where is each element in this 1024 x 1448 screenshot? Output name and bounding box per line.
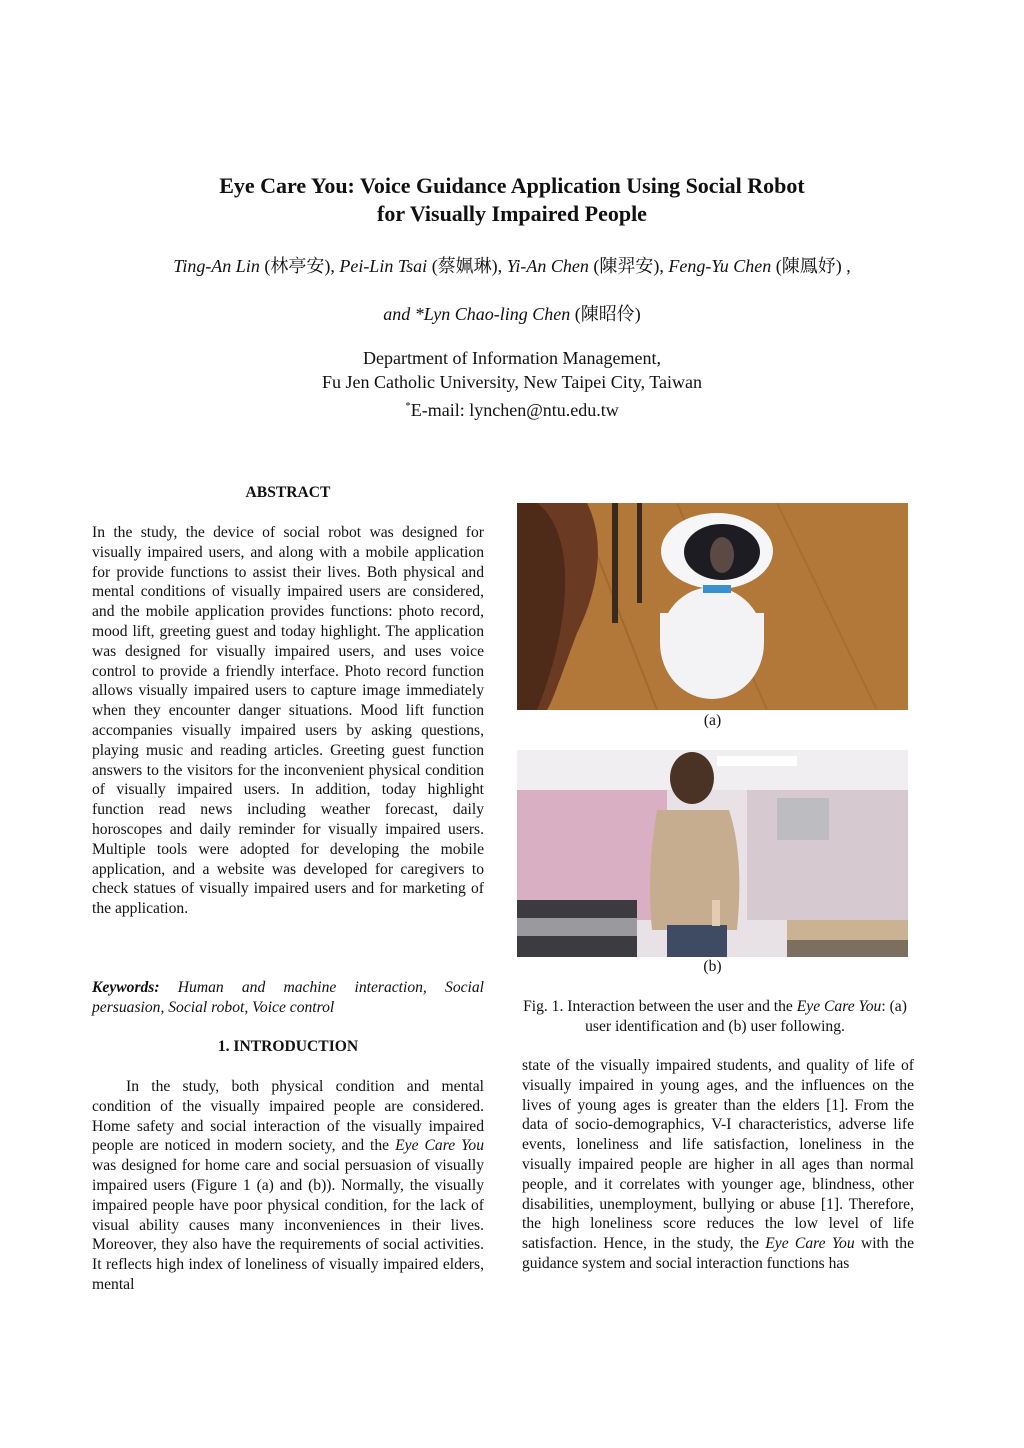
figure-sub-caption-a: (a) xyxy=(703,712,722,729)
affiliation xyxy=(0,346,1024,422)
author-4-cjk: (陳鳳妤) , xyxy=(775,256,851,276)
figure-caption-text-1: Fig. 1. Interaction between the user and the xyxy=(523,998,797,1015)
author-5-name: and *Lyn Chao-ling Chen xyxy=(383,304,571,324)
author-list-line-2 xyxy=(0,300,1024,326)
figure-caption xyxy=(522,997,908,1037)
right-column-body xyxy=(522,1056,914,1274)
author-list xyxy=(0,252,1024,278)
right-text-1: state of the visually impaired students, and quality of life of visually impaired in young ages, and the influences on the lives of young ages is greater than the elders [1]. From the data of socio-demographics, V-I characteristics, adverse life events, loneliness and life satisfaction, loneliness in the visually impaired people are higher in all ages than normal people, and it correlates with younger age, blindness, other disabilities, unemployment, bullying or abuse [1]. Therefore, the high loneliness score reduces the low level of life satisfaction. Hence, in the study, the xyxy=(522,1057,914,1253)
abstract-heading: ABSTRACT xyxy=(245,484,331,501)
email-line xyxy=(0,394,1024,422)
author-2-name: Pei-Lin Tsai xyxy=(339,256,428,276)
intro-text-1: In the study, both physical condition and mental condition of the visually impaired people are considered. Home safety and social interaction of the visually impaired people are noticed in modern society, and the xyxy=(92,1078,484,1155)
right-text-2: with the guidance system and social interaction functions has xyxy=(522,1235,915,1272)
author-1-cjk: (林亭安), xyxy=(264,256,335,276)
corresponding-mark: * xyxy=(405,400,411,412)
email-address: E-mail: lynchen@ntu.edu.tw xyxy=(410,400,619,420)
right-italic-name: Eye Care You xyxy=(765,1235,855,1253)
figure-photo-b xyxy=(517,750,908,957)
author-4-name: Feng-Yu Chen xyxy=(668,256,772,276)
intro-text-2: was designed for home care and social persuasion of visually impaired users (Figure 1 (a) and (b)). Normally, the visually impaired people have poor physical condition, for the lack of visual ability causes many inconveniences in their lives. Moreover, they also have the requirements of social activities. It reflects high index of loneliness of visually impaired elders, mental xyxy=(92,1157,484,1293)
affiliation-line-1: Department of Information Management, xyxy=(363,348,661,368)
robot-photo xyxy=(517,503,908,710)
figure-caption-italic: Eye Care You xyxy=(796,998,882,1015)
keywords-label: Keywords: xyxy=(92,979,160,996)
abstract-body: In the study, the device of social robot was designed for visually impaired users, and along with a mobile application for provide functions to assist their lives. Both physical and mental conditions of visually impaired users are considered, and the mobile application provides functions: photo record, mood lift, greeting guest and today highlight. The application was designed for visually impaired users, and uses voice control to provide a friendly interface. Photo record function allows visually impaired users to capture image immediately when they encounter danger situations. Mood lift function accompanies visually impaired users by asking questions, playing music and reading articles. Greeting guest function answers to the visitors for the inconvenient physical condition of visually impaired users. In addition, today highlight function read news including weather forecast, daily horoscopes and daily reminder for visually impaired users. Multiple tools were adopted for developing the mobile application, and a website was developed for caregivers to check statues of visually impaired users and for marketing of the application. xyxy=(92,524,484,918)
author-1-name: Ting-An Lin xyxy=(173,256,260,276)
paper-title xyxy=(0,172,1024,228)
author-2-cjk: (蔡姵琳), xyxy=(431,256,503,276)
author-3-name: Yi-An Chen xyxy=(506,256,589,276)
author-5-cjk: (陳昭伶) xyxy=(574,304,641,324)
keywords-text: Human and machine interaction, Social persuasion, Social robot, Voice control xyxy=(92,979,484,1016)
user-following-photo xyxy=(517,750,908,957)
keywords xyxy=(92,978,484,1018)
figure-photo-a xyxy=(517,503,908,710)
intro-paragraph xyxy=(92,1077,484,1295)
figure-sub-caption-b: (b) xyxy=(703,958,722,975)
title-line-2: for Visually Impaired People xyxy=(377,201,647,226)
introduction-body xyxy=(92,1077,484,1295)
title-line-1: Eye Care You: Voice Guidance Application Using Social Robot xyxy=(219,173,805,198)
affiliation-line-2: Fu Jen Catholic University, New Taipei City, Taiwan xyxy=(322,372,702,392)
introduction-heading: 1. INTRODUCTION xyxy=(217,1038,359,1055)
intro-italic-name: Eye Care You xyxy=(395,1137,484,1155)
figure-caption-text-2: : (a) user identification and (b) user following. xyxy=(585,998,907,1035)
author-3-cjk: (陳羿安), xyxy=(593,256,664,276)
